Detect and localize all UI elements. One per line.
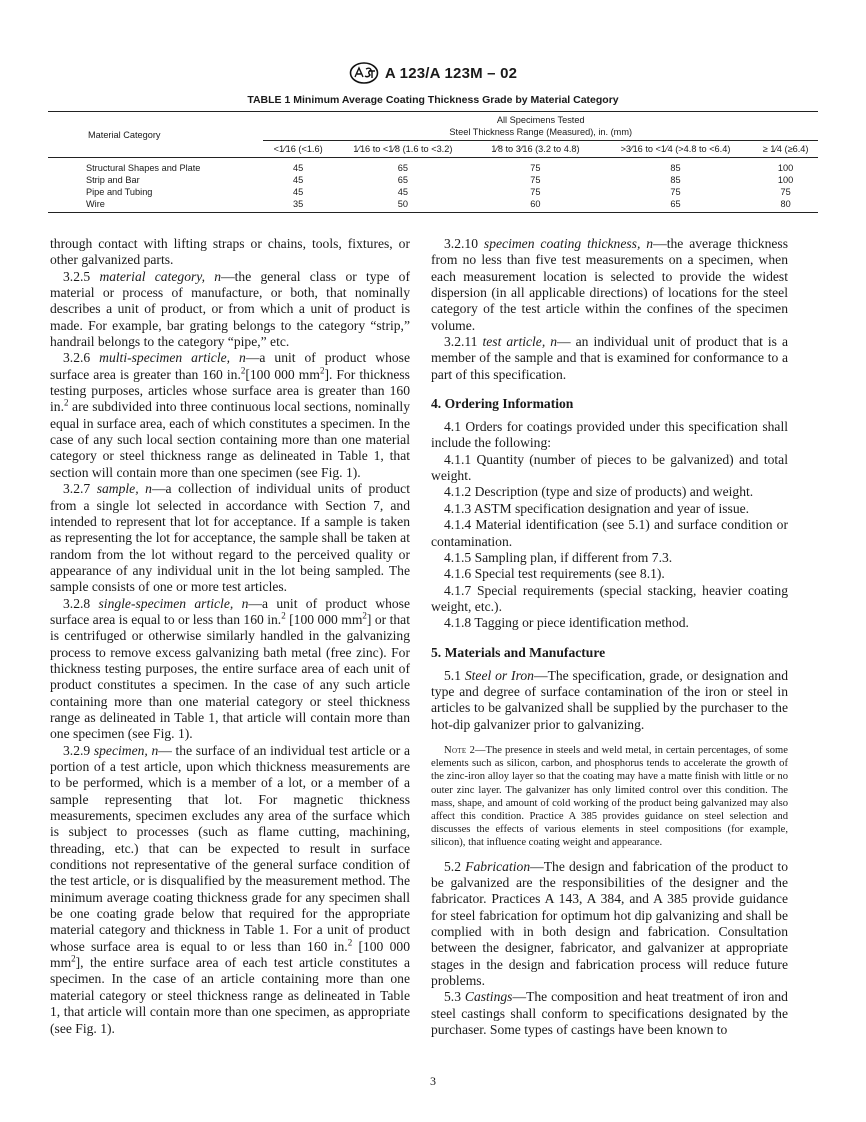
row-value: 85 bbox=[670, 175, 681, 185]
paragraph-5-2: 5.2 Fabrication—The design and fabrication of the product to be galvanized are the responsibilities of the designer and the fabricator. Practices A 143, A 384, and A 385 provide guidance for steel fabrication for optimum hot dip galvanizing and shall be complied with in both design and fabrication. Consultation between the designer, fabricator, and galvanizer at appropriate stages in the design and fabrication process will reduce future problems. bbox=[431, 858, 788, 988]
term: single-specimen article, n bbox=[98, 595, 249, 611]
row-value: 50 bbox=[333, 198, 473, 213]
header-range: 1⁄16 to <1⁄8 (1.6 to <3.2) bbox=[333, 141, 473, 158]
term: Steel or Iron bbox=[464, 667, 534, 683]
row-value: 100 bbox=[777, 175, 794, 185]
term: specimen coating thickness, n bbox=[483, 236, 654, 251]
paragraph: 4.1 Orders for coatings provided under this specification shall include the following: bbox=[431, 419, 788, 451]
row-value: 100 bbox=[777, 163, 794, 173]
paragraph: 4.1.8 Tagging or piece identification method. bbox=[444, 615, 689, 631]
paragraph: 4.1.1 Quantity (number of pieces to be galvanized) and total weight. bbox=[431, 451, 788, 484]
term: Castings bbox=[464, 989, 513, 1005]
term: material category, n bbox=[99, 268, 222, 284]
paragraph: 4.1.4 Material identification (see 5.1) and surface condition or contamination. bbox=[431, 517, 788, 549]
table-row bbox=[48, 158, 818, 175]
table-row bbox=[48, 198, 818, 213]
section-heading-materials: 5. Materials and Manufacture bbox=[431, 644, 606, 660]
row-value: 75 bbox=[670, 187, 681, 197]
term: specimen, n bbox=[93, 742, 159, 758]
definition-3-2-9: 3.2.9 specimen, n— the surface of an individual test article or a portion of a test article, upon which thickness measurements are to be performed, which is a member of a lot, or a member of a sample representing that lot. For magnetic thickness measurements, specimen excludes any area of the surface which is subject to processes (such as flame cutting, machining, threading, etc.) that can be expected to result in surface conditions not representative of the general surface condition of the test article, or is disqualified by the measurement method. The minimum average coating thickness grade for any specimen shall be one coating grade below that required for the appropriate material category and thickness in Table 1. For a unit of product whose surface area is equal to or less than 160 in.$^2$ [100 000 $mm^2$], the entire surface area of each test article constitutes a specimen. In the case of an article containing more than one material category or steel thickness range as delineated in Table 1, that article will contain more than one specimen, as appropriate (see Fig. 1). bbox=[50, 742, 410, 1036]
row-value: 65 bbox=[397, 163, 408, 173]
header-span-line1: All Specimens Tested bbox=[496, 115, 585, 125]
row-value: 75 bbox=[530, 163, 541, 173]
astm-logo-icon bbox=[349, 62, 379, 84]
header-range: ≥ 1⁄4 (≥6.4) bbox=[753, 141, 818, 158]
paragraph-5-1: 5.1 Steel or Iron—The specification, grade, or designation and type and degree of surface contamination of the iron or steel in articles to be galvanized shall be supplied by the purchaser to the hot-dip galvanizer prior to galvanizing. bbox=[431, 667, 788, 732]
definition-3-2-10: 3.2.10 specimen coating thickness, n—the average thickness from no less than five test measurements on a specimen, when each measurement location is selected to provide the widest dispersion (in all applicable directions) of locations for the steel category of the test article within the confines of the specimen volume. bbox=[431, 236, 788, 333]
row-value: 45 bbox=[397, 187, 408, 197]
row-value: 80 bbox=[753, 198, 818, 213]
paragraph: 4.1.2 Description (type and size of products) and weight. bbox=[444, 484, 754, 500]
row-category: Wire bbox=[48, 198, 263, 213]
paragraph: 4.1.5 Sampling plan, if different from 7.3. bbox=[444, 549, 673, 565]
document-designation: A 123/A 123M – 02 bbox=[384, 64, 518, 82]
page-number: 3 bbox=[430, 1074, 436, 1088]
table-title: TABLE 1 Minimum Average Coating Thickness Grade by Material Category bbox=[247, 94, 619, 106]
row-value: 45 bbox=[293, 187, 304, 197]
note-label: Note bbox=[444, 744, 467, 756]
header-material-category: Material Category bbox=[48, 112, 263, 158]
coating-thickness-table bbox=[48, 111, 818, 213]
paragraph-5-3: 5.3 Castings—The composition and heat treatment of iron and steel castings shall conform to specifications designated by the purchaser. Some types of castings have been known to bbox=[431, 989, 788, 1037]
row-value: 60 bbox=[473, 198, 598, 213]
definition-3-2-7: 3.2.7 sample, n—a collection of individual units of product from a single lot selected in accordance with Section 7, and intended to represent that lot for acceptance. If a sample is taken as representing the lot for acceptance, the sample shall be taken at random from the lot without regard to the perceived quality or appearance of any individual unit in the lot being sampled. The sample consists of one or more test articles. bbox=[50, 481, 410, 595]
definition-3-2-5: 3.2.5 material category, n—the general class or type of material or process of manufacture, or both, that nominally describes a unit of product, or from which a unit of product is made. For example, bar grating belongs to the category “strip,” handrail belongs to the category “pipe,” etc. bbox=[50, 268, 411, 350]
header-range: <1⁄16 (<1.6) bbox=[263, 141, 332, 158]
right-column bbox=[431, 236, 788, 1038]
term: test article, n bbox=[482, 334, 558, 350]
header-range: 1⁄8 to 3⁄16 (3.2 to 4.8) bbox=[473, 141, 598, 158]
term: sample, n bbox=[96, 481, 152, 497]
table-row bbox=[48, 186, 818, 198]
table-row bbox=[48, 174, 818, 186]
note-2: Note 2—The presence in steels and weld metal, in certain percentages, of some elements such as silicon, carbon, and phosphorus tends to accelerate the growth of the zinc-iron alloy layer so that the coating may have a matte finish with little or no outer zinc layer. The galvanizer has only limited control over this condition. The mass, shape, and amount of cold working of the product being galvanized may also affect this condition. Practice A 385 provides guidance on steel selection and discusses the effects of various elements in steel compositions (for example, silicon), that influence coating weight and appearance. bbox=[431, 744, 788, 849]
paragraph: through contact with lifting straps or chains, tools, fixtures, or other galvanized parts. bbox=[50, 236, 410, 268]
row-category: Strip and Bar bbox=[86, 175, 140, 185]
definition-3-2-6: 3.2.6 multi-specimen article, n—a unit of product whose surface area is greater than 160 in.$^2$[100 000 $mm^2$]. For thickness testing purposes, articles whose surface area is greater than 160 in.$^2$ are subdivided into three continuous local sections, nominally equal in surface area, each of which constitutes a specimen. In the case of any such local section containing more than one material category or steel thickness range as delineated in Table 1, that section will contain more than one specimen (see Fig. 1). bbox=[50, 350, 411, 480]
row-value: 85 bbox=[670, 163, 681, 173]
header-range: >3⁄16 to <1⁄4 (>4.8 to <6.4) bbox=[598, 141, 753, 158]
row-value: 75 bbox=[780, 187, 791, 197]
row-value: 65 bbox=[598, 198, 753, 213]
row-value: 35 bbox=[263, 198, 332, 213]
header-span bbox=[263, 112, 818, 141]
row-value: 65 bbox=[397, 175, 408, 185]
paragraph: 4.1.6 Special test requirements (see 8.1). bbox=[444, 566, 665, 582]
row-value: 45 bbox=[293, 175, 304, 185]
row-value: 75 bbox=[530, 175, 541, 185]
row-category: Pipe and Tubing bbox=[86, 187, 153, 197]
section-heading-ordering: 4. Ordering Information bbox=[431, 396, 574, 412]
left-column bbox=[50, 236, 410, 1037]
row-value: 45 bbox=[293, 163, 304, 173]
paragraph: 4.1.3 ASTM specification designation and year of issue. bbox=[444, 500, 750, 516]
definition-3-2-11: 3.2.11 test article, n— an individual unit of product that is a member of the sample and that is examined for conformance to a part of this specification. bbox=[431, 334, 788, 382]
paragraph: 4.1.7 Special requirements (special stacking, heavier coating weight, etc.). bbox=[431, 582, 788, 614]
definition-3-2-8: 3.2.8 single-specimen article, n—a unit of product whose surface area is equal to or less than 160 in.$^2$ [100 000 $mm^2$] or that is centrifuged or otherwise similarly handled in the galvanizing process to remove excess galvanizing bath metal (free zinc). For thickness testing purposes, the entire surface area of each unit of product constitutes a specimen. In the case of any such article containing more than one material category or steel thickness range as delineated in Table 1, that article will contain more than one specimen (see Fig. 1). bbox=[50, 595, 410, 742]
page-header bbox=[0, 62, 866, 84]
term: Fabrication bbox=[465, 858, 531, 874]
row-category: Structural Shapes and Plate bbox=[86, 163, 201, 173]
row-value: 75 bbox=[530, 187, 541, 197]
term: multi-specimen article, n bbox=[99, 350, 246, 366]
header-span-line2: Steel Thickness Range (Measured), in. (mm) bbox=[449, 127, 633, 137]
